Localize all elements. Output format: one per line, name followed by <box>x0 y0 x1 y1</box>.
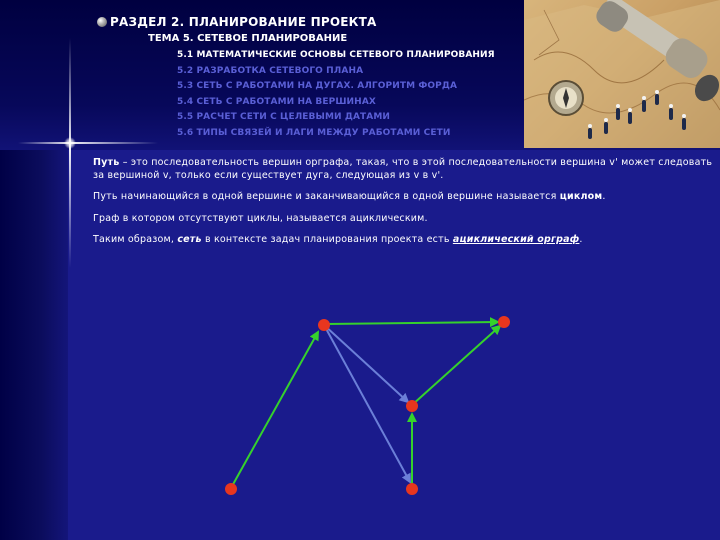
graph-edge <box>231 332 318 488</box>
subtopic-link-5-3[interactable]: 5.3 СЕТЬ С РАБОТАМИ НА ДУГАХ. АЛГОРИТМ ФОРДА <box>177 81 458 91</box>
subtopic-link-5-4[interactable]: 5.4 СЕТЬ С РАБОТАМИ НА ВЕРШИНАХ <box>177 96 376 107</box>
term-cycle: циклом <box>559 191 603 202</box>
cycle-definition: Путь начинающийся в одной вершине и заканчивающийся в одной вершине называется циклом. <box>93 191 606 202</box>
graph-edge <box>324 325 410 482</box>
graph-edge <box>412 326 500 405</box>
subtopic-link-5-5[interactable]: 5.5 РАСЧЕТ СЕТИ С ЦЕЛЕВЫМИ ДАТАМИ <box>177 112 391 122</box>
section-title: РАЗДЕЛ 2. ПЛАНИРОВАНИЕ ПРОЕКТА <box>110 15 377 29</box>
subtopic-link-5-6[interactable]: 5.6 ТИПЫ СВЯЗЕЙ И ЛАГИ МЕЖДУ РАБОТАМИ СЕТИ <box>177 127 451 138</box>
graph-node <box>406 483 418 495</box>
subtopic-link-5-1[interactable]: 5.1 МАТЕМАТИЧЕСКИЕ ОСНОВЫ СЕТЕВОГО ПЛАНИРОВАНИЯ <box>177 50 495 60</box>
term-network: сеть <box>177 234 202 245</box>
acyclic-definition: Граф в котором отсутствуют циклы, называется ациклическим. <box>93 212 428 224</box>
graph-node <box>498 316 510 328</box>
term-acyclic-digraph: ациклический орграф <box>452 234 580 245</box>
topic-title: ТЕМА 5. СЕТЕВОЕ ПЛАНИРОВАНИЕ <box>148 33 348 44</box>
network-conclusion: Таким образом, сеть в контексте задач планирования проекта есть ациклический орграф. <box>93 234 583 245</box>
graph-node <box>318 319 330 331</box>
term-path: Путь <box>93 157 120 168</box>
graph-node <box>225 483 237 495</box>
graph-node <box>406 400 418 412</box>
graph-edge <box>324 325 408 402</box>
subtopic-link-5-2[interactable]: 5.2 РАЗРАБОТКА СЕТЕВОГО ПЛАНА <box>177 65 364 76</box>
graph-edge <box>326 322 498 324</box>
path-definition: Путь – это последовательность вершин орграфа, такая, что в этой последовательности вершина v' может следовать за вершиной v, только если существует дуга, следующая из v в v'. <box>93 157 713 181</box>
